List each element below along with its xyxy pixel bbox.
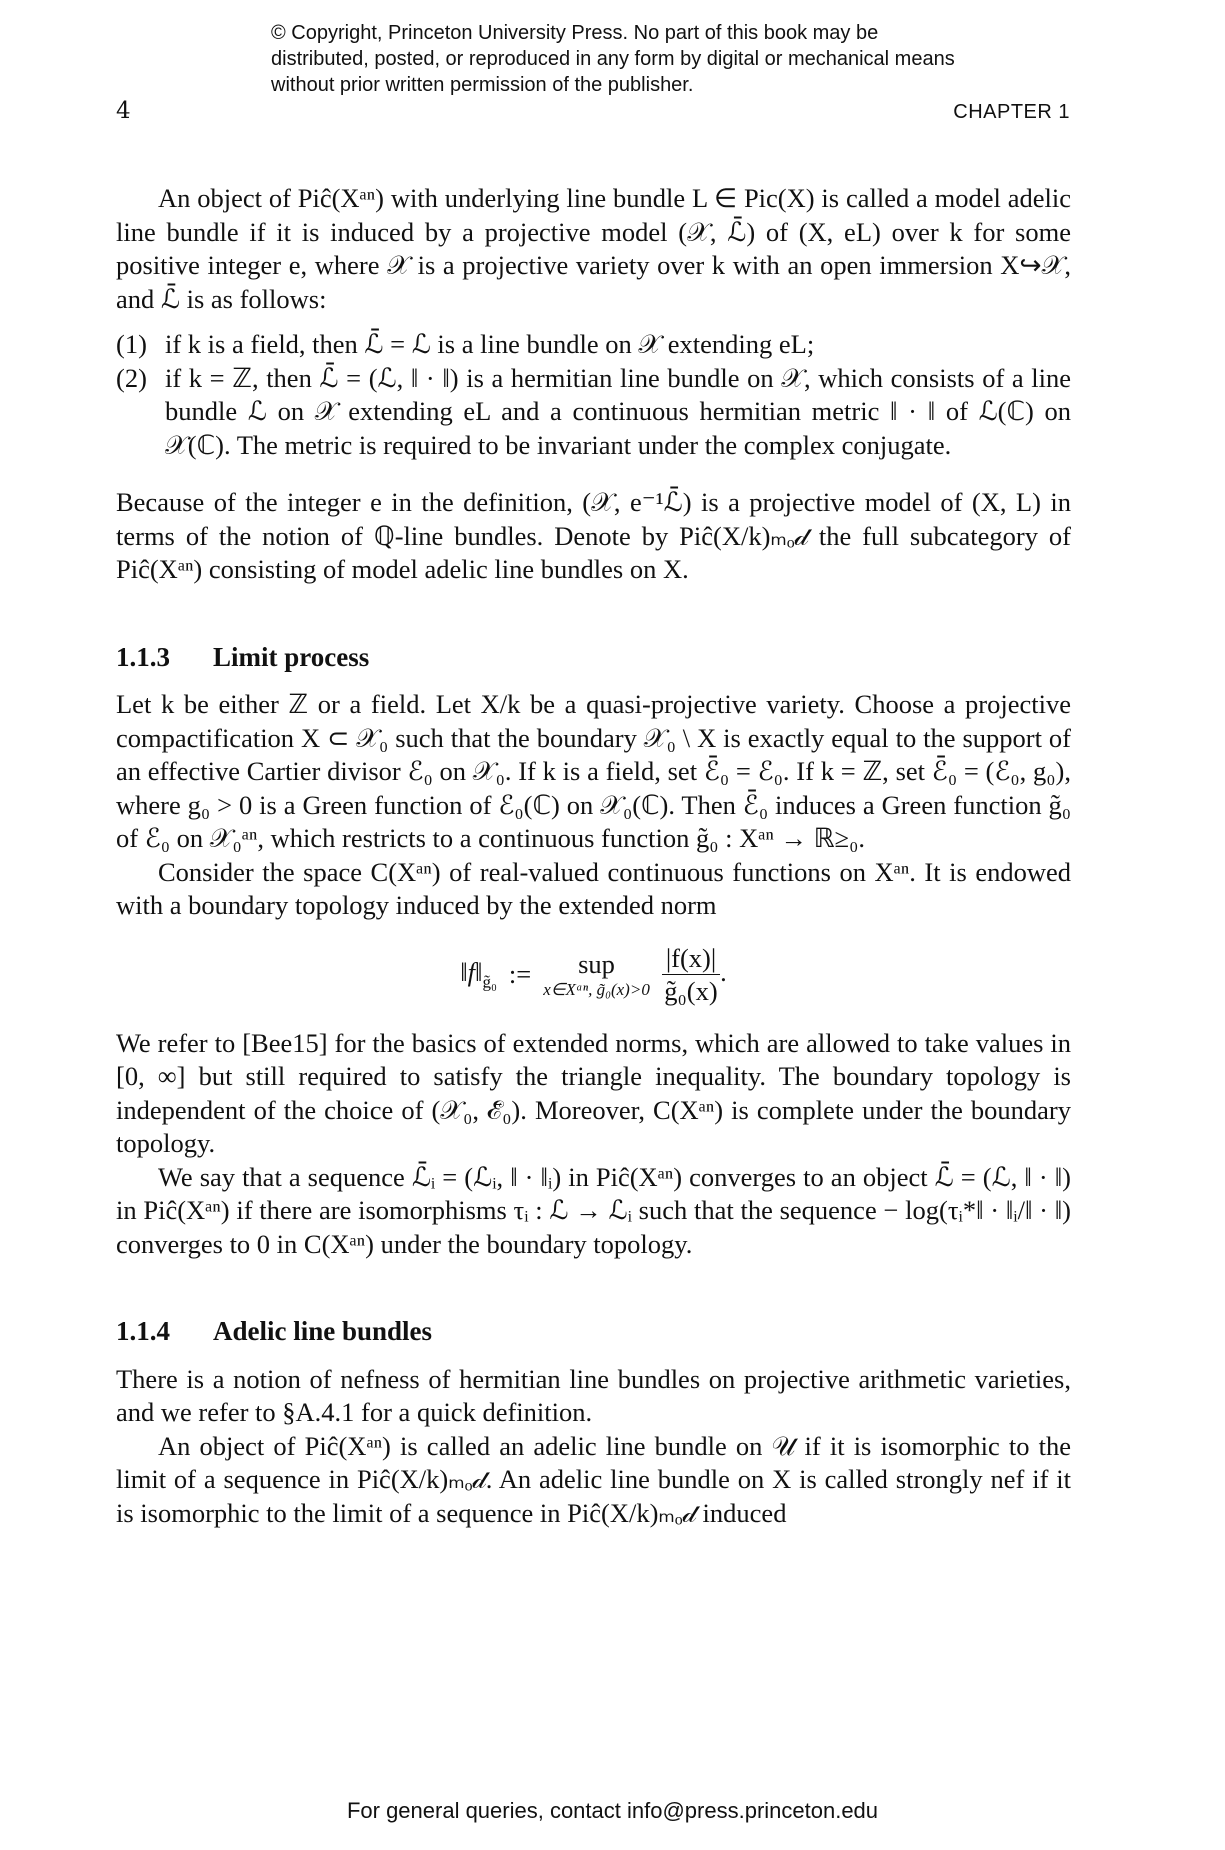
footer-contact: For general queries, contact info@press.princeton.edu: [346, 1798, 879, 1823]
page-number: 4: [116, 98, 131, 124]
equation-assign: :=: [508, 959, 532, 990]
list-item: [116, 328, 1071, 362]
limit-process-paragraph-4: We say that a sequence ℒ̄ᵢ = (ℒᵢ, ‖ · ‖ᵢ) in Piĉ(Xᵃⁿ) converges to an object ℒ̄ = (ℒ, ‖ · ‖) in Piĉ(Xᵃⁿ) if there are isomorphisms τᵢ : ℒ → ℒᵢ such that the sequence − log(τᵢ*‖ · ‖ᵢ/‖ · ‖) converges to 0 in C(Xᵃⁿ) under the boundary topology.: [116, 1161, 1071, 1259]
intro-paragraph: An object of Piĉ(Xᵃⁿ) with underlying line bundle L ∈ Pic(X) is called a model adelic line bundle if it is induced by a projective model (𝒳, ℒ̄) of (X, eL) over k for some positive integer e, where 𝒳 is a projective variety over k with an open immersion X↪𝒳, and ℒ̄ is as follows:: [116, 183, 1071, 314]
section-number: 1.1.4: [116, 1316, 170, 1346]
equation-lhs: $‖f‖_{g̃_0}$: [460, 956, 497, 992]
section-heading-limit-process: [116, 641, 1071, 675]
after-list-paragraph: Because of the integer e in the definition, (𝒳, e⁻¹ℒ̄) is a projective model of (X, L) in terms of the notion of ℚ-line bundles. Denote by Piĉ(X/k)ₘₒ𝒹 the full subcategory of Piĉ(Xᵃⁿ) consisting of model adelic line bundles on X.: [116, 487, 1071, 584]
model-conditions-list: [116, 328, 1071, 462]
adelic-paragraph-1: There is a notion of nefness of hermitian line bundles on projective arithmetic varieties, and we refer to §A.4.1 for a quick definition.: [116, 1363, 1071, 1427]
copyright-notice: © Copyright, Princeton University Press. No part of this book may be distributed, posted, or reproduced in any form by digital or mechanical means without prior written permission of the publisher.: [271, 22, 955, 96]
section-number: 1.1.3: [116, 641, 170, 672]
extended-norm-equation: [116, 942, 1071, 1006]
limit-process-paragraph-1: Let k be either ℤ or a field. Let X/k be a quasi-projective variety. Choose a projective compactification X ⊂ 𝒳₀ such that the boundary 𝒳₀ \ X is exactly equal to the support of an effective Cartier divisor ℰ₀ on 𝒳₀. If k is a field, set ℰ̄₀ = ℰ₀. If k = ℤ, set ℰ̄₀ = (ℰ₀, g₀), where g₀ > 0 is a Green function of ℰ₀(ℂ) on 𝒳₀(ℂ). Then ℰ̄₀ induces a Green function g̃₀ of ℰ₀ on 𝒳₀ᵃⁿ, which restricts to a continuous function g̃₀ : Xᵃⁿ → ℝ≥₀.: [116, 689, 1071, 853]
equation-fraction: $\frac{|f(x)|}{\text{g̃₀(x)}}$ .: [656, 945, 733, 1005]
limit-process-paragraph-3: We refer to [Bee15] for the basics of extended norms, which are allowed to take values in [0, ∞] but still required to satisfy the triangle inequality. The boundary topology is independent of the choice of (𝒳₀, ℰ̄₀). Moreover, C(Xᵃⁿ) is complete under the boundary topology.: [116, 1027, 1071, 1158]
limit-process-paragraph-2: Consider the space C(Xᵃⁿ) of real-valued continuous functions on Xᵃⁿ. It is endowed with a boundary topology induced by the extended norm: [116, 856, 1071, 920]
list-item-text: if k = ℤ, then ℒ̄ = (ℒ, ‖ · ‖) is a hermitian line bundle on 𝒳, which consists of a line bundle ℒ on 𝒳 extending eL and a continuous hermitian metric ‖ · ‖ of ℒ(ℂ) on 𝒳(ℂ). The metric is required to be invariant under the complex conjugate.: [165, 362, 1071, 460]
chapter-label: CHAPTER 1: [953, 101, 1070, 123]
list-item: [116, 362, 1071, 463]
page-body: [116, 182, 1071, 1530]
equation-sup: sup x∈Xᵃⁿ, g̃₀(x)>0: [543, 948, 650, 1000]
adelic-paragraph-2: An object of Piĉ(Xᵃⁿ) is called an adelic line bundle on 𝒰 if it is isomorphic to the limit of a sequence in Piĉ(X/k)ₘₒ𝒹. An adelic line bundle on X is called strongly nef if it is isomorphic to the limit of a sequence in Piĉ(X/k)ₘₒ𝒹 induced: [116, 1430, 1071, 1528]
list-item-label: (1): [116, 329, 147, 359]
section-title: Limit process: [213, 641, 370, 672]
list-item-label: (2): [116, 362, 147, 393]
section-title: Adelic line bundles: [213, 1316, 433, 1346]
list-item-text: if k is a field, then ℒ̄ = ℒ is a line bundle on 𝒳 extending eL;: [165, 329, 815, 359]
section-heading-adelic-line-bundles: [116, 1315, 1071, 1349]
